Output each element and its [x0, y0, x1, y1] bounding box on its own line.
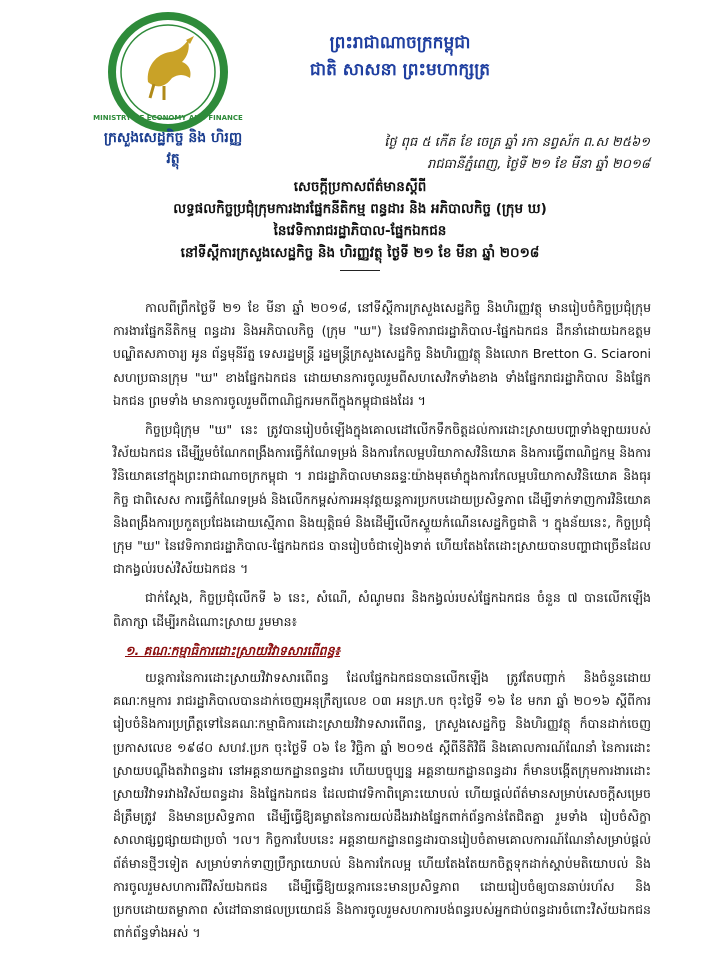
title-line-3: នៃវេទិការាជរដ្ឋាភិបាល-ផ្នែកឯកជន: [273, 223, 447, 239]
section-heading-1: ១. គណៈកម្មាធិការដោះស្រាយវិវាទសារពើពន្ធ៖: [125, 642, 341, 658]
paragraph-1: កាលពីព្រឹកថ្ងៃទី ២១ ខែ មីនា ឆ្នាំ ២០១៨, នៅទីស្ដីការក្រសួងសេដ្ឋកិច្ច និងហិរញ្ញវត្ថុ មានរៀបចំកិច្ចប្រជុំក្រុមការងារផ្នែកនីតិកម្ម ពន្ធដារ និងអភិបាលកិច្ច (ក្រុម "ឃ") នៃវេទិការាជរដ្ឋាភិបាល-ផ្នែកឯកជន ដឹកនាំដោយឯកឧត្តម បណ្ឌិតសភាចារ្យ អូន ព័ន្ធមុនីរ័ត្ន ទេសរដ្ឋមន្ត្រី រដ្ឋមន្ត្រីក្រសួងសេដ្ឋកិច្ច និងហិរញ្ញវត្ថុ និងលោក Bretton G. Sciaroni សហប្រធានក្រុម "ឃ" ខាងផ្នែកឯកជន ដោយមានការចូលរួមពីសហសេវិកទាំងខាង ទាំងផ្នែករាជរដ្ឋាភិបាល និងផ្នែកឯកជន ព្រមទាំង មានការចូលរួមពីពាណិជ្ជករមកពីក្នុងកម្ពុជាផងដែរ ។: [113, 300, 651, 408]
lunar-date: ថ្ងៃ ពុធ ៥ កើត ខែ ចេត្រ ឆ្នាំ រកា នព្វស័ក ព.ស ២៥៦១: [384, 135, 650, 150]
paragraph-4: យន្តការនៃការដោះស្រាយវិវាទសារពើពន្ធ ដែលផ្នែកឯកជនបានលើកឡើង ត្រូវតែបញ្ជាក់ និងចំនួនដោយគណៈកម្មការ រាជរដ្ឋាភិបាលបានដាក់ចេញអនុក្រឹត្យលេខ ០៣ អនក្រ.បក ចុះថ្ងៃទី ១៦ ខែ មករា ឆ្នាំ ២០១៦ ស្ដីពីការរៀបចំនិងការប្រព្រឹត្តទៅនៃគណៈកម្មាធិការដោះស្រាយវិវាទសារពើពន្ធ, ក្រសួងសេដ្ឋកិច្ច និងហិរញ្ញវត្ថុ ក៏បានដាក់ចេញប្រកាសលេខ ១៩៨០ សហវ.ប្រក ចុះថ្ងៃទី ០៦ ខែ វិច្ឆិកា ឆ្នាំ ២០១៥ ស្ដីពីនីតិវិធី និងគោលការណ៍ណែនាំ នៃការដោះស្រាយបណ្ដឹងតវ៉ាពន្ធដារ នៅអគ្គនាយកដ្ឋានពន្ធដារ ហើយបច្ចុប្បន្ន អគ្គនាយកដ្ឋានពន្ធដារ ក៏មានបង្កើតក្រុមការងារដោះស្រាយវិវាទរវាងវិស័យពន្ធដារ និងផ្នែកឯកជន ដែលជាវេទិកាពិគ្រោះយោបល់ ហើយផ្ដល់ព័ត៌មានសម្រាប់សេចក្ដីសម្រេចដ៏ត្រឹមត្រូវ និងមានប្រសិទ្ធភាព ដើម្បីធ្វើឱ្យគម្លាតនៃការយល់ដឹងរវាងផ្នែកពាក់ព័ន្ធកាន់តែជិតគ្នា រួមទាំង រៀបចំសិក្ខាសាលាផ្សព្វផ្សាយជាប្រចាំ ។ល។ កិច្ចការបែបនេះ អគ្គនាយកដ្ឋានពន្ធដារបានរៀបចំតាមគោលការណ៍ណែនាំសម្រាប់ផ្ដល់ព័ត៌មានថ្មីៗទៀត សម្រាប់ទាក់ទាញប្រឹក្សាយោបល់ និងការកែលម្អ ហើយតែងតែយកចិត្តទុកដាក់ស្ដាប់មតិយោបល់ និងការចូលរួមសហការពីវិស័យឯកជន ដើម្បីធ្វើឱ្យយន្តការនេះមានប្រសិទ្ធភាព ដោយរៀបចំឲ្យបានឆាប់រហ័ស និងប្រកបដោយតម្លាភាព សំដៅធានាផលប្រយោជន៍ និងការចូលរួមសហការបង់ពន្ធរបស់អ្នកជាប់ពន្ធដារចំពោះវិស័យឯកជនពាក់ព័ន្ធទាំងអស់ ។: [113, 670, 651, 941]
date-block: [384, 132, 650, 176]
kingdom-header: [285, 32, 515, 84]
kingdom-name: ព្រះរាជាណាចក្រកម្ពុជា: [329, 33, 471, 53]
ministry-logo: [93, 12, 243, 132]
title-line-1: សេចក្ដីប្រកាសព័ត៌មានស្ដីពី: [293, 179, 427, 195]
ministry-name: ក្រសួងសេដ្ឋកិច្ច និង ហិរញ្ញវត្ថុ: [103, 130, 243, 167]
document-body: [113, 296, 651, 950]
logo-caption: MINISTRY OF ECONOMY AND FINANCE: [93, 114, 243, 122]
document-title: [70, 176, 650, 271]
title-line-2: លទ្ធផលកិច្ចប្រជុំក្រុមការងារផ្នែកនីតិកម្ម ពន្ធដារ និង អភិបាលកិច្ច (ក្រុម ឃ): [173, 201, 547, 217]
kingdom-motto: ជាតិ សាសនា ព្រះមហាក្សត្រ: [309, 60, 491, 80]
title-line-4: នៅទីស្ដីការក្រសួងសេដ្ឋកិច្ច និង ហិរញ្ញវត្ថុ ថ្ងៃទី ២១ ខែ មីនា ឆ្នាំ ២០១៨: [180, 245, 540, 261]
paragraph-3: ជាក់ស្ដែង, កិច្ចប្រជុំលើកទី ៦ នេះ, សំណើ, សំណូមពរ និងកង្វល់របស់ផ្នែកឯកជន ចំនួន ៧ បានលើកឡើងពិភាក្សា ដើម្បីរកដំណោះស្រាយ រួមមាន៖: [113, 590, 651, 629]
paragraph-2: កិច្ចប្រជុំក្រុម "ឃ" នេះ ត្រូវបានរៀបចំឡើងក្នុងគោលដៅលើកទឹកចិត្តដល់ការដោះស្រាយបញ្ហាទាំងឡាយរបស់វិស័យឯកជន ដើម្បីរួមចំណែកពង្រឹងការធ្វើកំណែទម្រង់ និងការកែលម្អបរិយាកាសវិនិយោគ និងការធ្វើពាណិជ្ជកម្ម និងការវិនិយោគនៅក្នុងព្រះរាជាណាចក្រកម្ពុជា ។ រាជរដ្ឋាភិបាលមានឆន្ទៈយ៉ាងមុតមាំក្នុងការកែលម្អបរិយាកាសវិនិយោគ និងធុរកិច្ច ជាពិសេស ការធ្វើកំណែទម្រង់ និងលើកកម្ពស់ការអនុវត្តយន្តការប្រកបដោយប្រសិទ្ធភាព ដើម្បីទាក់ទាញការវិនិយោគ និងពង្រឹងការប្រកួតប្រជែងដោយស្មើភាព និងយុត្តិធម៌ និងដើម្បីលើកស្ទួយកំណើនសេដ្ឋកិច្ចជាតិ ។ ក្នុងន័យនេះ, កិច្ចប្រជុំក្រុម "ឃ" នៃវេទិការាជរដ្ឋាភិបាល-ផ្នែកឯកជន បានរៀបចំជាទៀងទាត់ ហើយតែងតែដោះស្រាយបានបញ្ហាជាច្រើនដែលជាកង្វល់របស់វិស័យឯកជន ។: [113, 422, 651, 577]
solar-date: រាជធានីភ្នំពេញ, ថ្ងៃទី ២១ ខែ មីនា ឆ្នាំ ២០១៨: [427, 157, 650, 172]
title-divider: [340, 270, 380, 271]
